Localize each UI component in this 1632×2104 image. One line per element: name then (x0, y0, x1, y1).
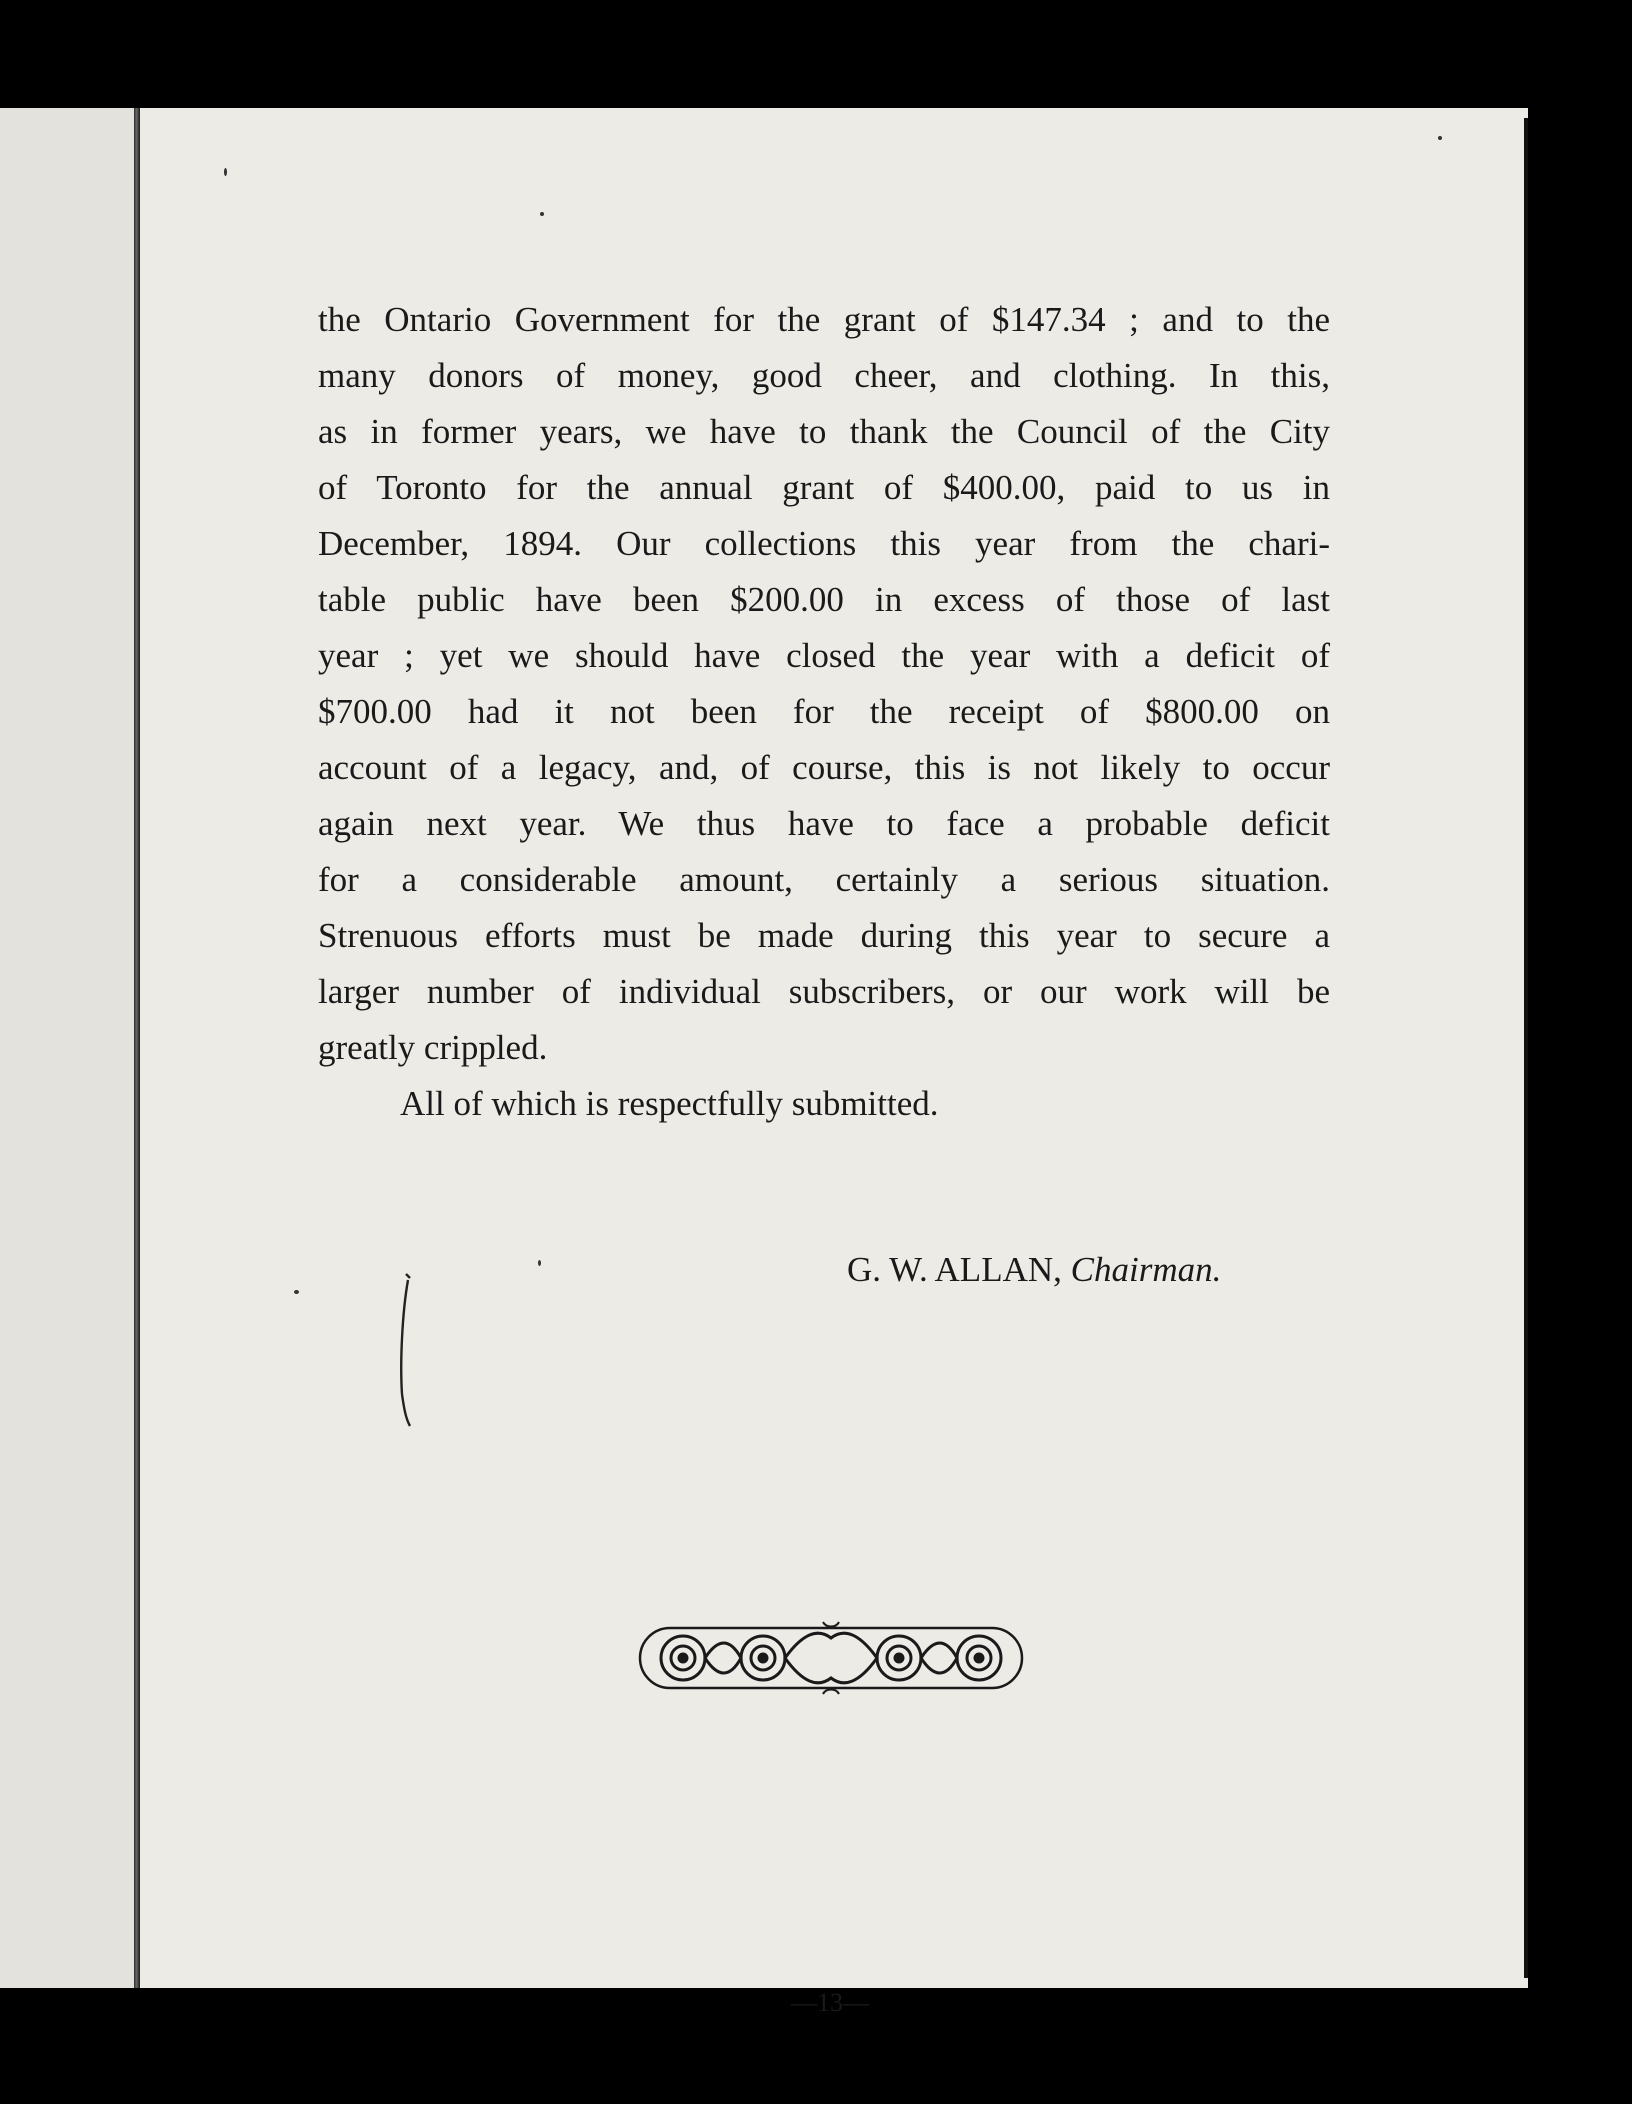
pen-stroke-mark (396, 1274, 416, 1429)
page-right-edge (1524, 118, 1528, 1978)
signatory-title: Chairman. (1070, 1250, 1222, 1289)
body-line: for a considerable amount, certainly a serious situation. (318, 860, 1330, 899)
closing-statement: All of which is respectfully submitted. (400, 1084, 939, 1123)
signatory-name: G. W. ALLAN, (847, 1250, 1062, 1289)
scan-speck (224, 168, 227, 176)
facing-page-edge (0, 108, 138, 1988)
scanned-page (0, 108, 1528, 2017)
body-line: larger number of individual subscribers, or our work will be (318, 972, 1330, 1011)
body-line: as in former years, we have to thank the Council of the City (318, 412, 1330, 451)
body-line: December, 1894. Our collections this year from the chari- (318, 524, 1330, 563)
body-line: the Ontario Government for the grant of $147.34 ; and to the (318, 300, 1330, 339)
scan-speck (294, 1290, 299, 1294)
body-line: Strenuous efforts must be made during this year to secure a (318, 916, 1330, 955)
body-line: many donors of money, good cheer, and clothing. In this, (318, 356, 1330, 395)
scroll-ornament (638, 1618, 1024, 1698)
body-line: account of a legacy, and, of course, this is not likely to occur (318, 748, 1330, 787)
body-line: year ; yet we should have closed the year with a deficit of (318, 636, 1330, 675)
page-number: —13— (791, 1988, 869, 2017)
report-body (318, 292, 1330, 1132)
scan-speck (538, 1260, 541, 1266)
body-line: again next year. We thus have to face a probable deficit (318, 804, 1330, 843)
scan-speck (1438, 136, 1442, 140)
scan-speck (540, 212, 544, 216)
body-line: $700.00 had it not been for the receipt of $800.00 on (318, 692, 1330, 731)
signature-line (847, 1250, 1221, 1290)
body-line: table public have been $200.00 in excess of those of last (318, 580, 1330, 619)
body-line: greatly crippled. (318, 1028, 548, 1067)
body-line: of Toronto for the annual grant of $400.00, paid to us in (318, 468, 1330, 507)
binding-gutter (134, 108, 140, 1988)
